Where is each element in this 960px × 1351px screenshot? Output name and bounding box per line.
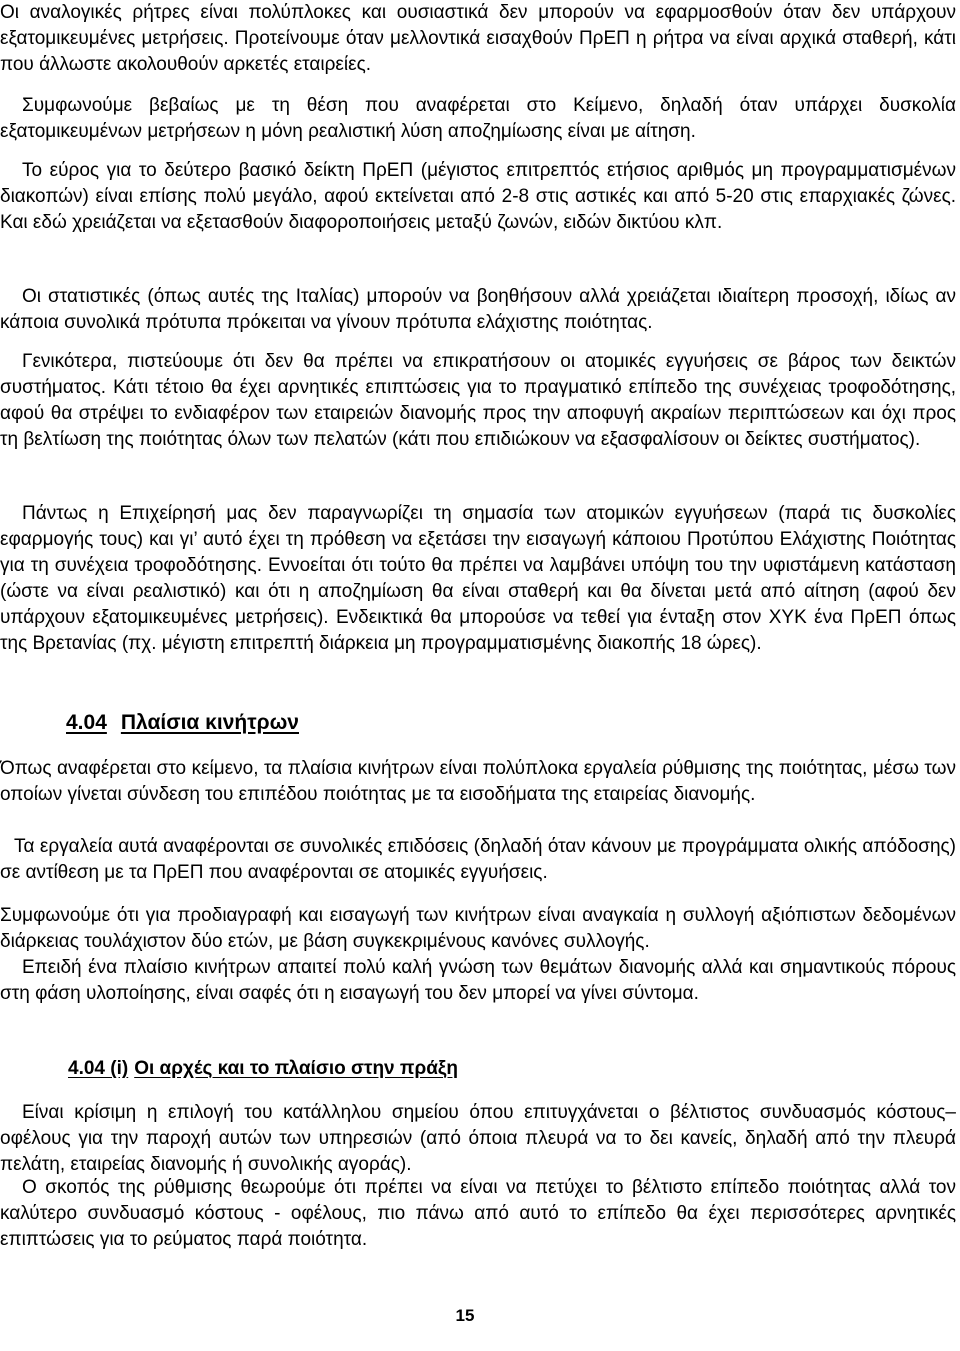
section-paragraph-tools: Τα εργαλεία αυτά αναφέρονται σε συνολικές επιδόσεις (δηλαδή όταν κάνουν με προγράμματα ολικής απόδοσης) σε αντίθεση με τα ΠρΕΠ που αναφέρονται σε ατομικές εγγυήσεις. [0, 836, 956, 883]
subsection-title: Οι αρχές και το πλαίσιο στην πράξη [134, 1058, 458, 1079]
paragraph-generally: Γενικότερα, πιστεύουμε ότι δεν θα πρέπει να επικρατήσουν οι ατομικές εγγυήσεις σε βάρος των δεικτών συστήματος. Κάτι τέτοιο θα έχει αρνητικές επιπτώσεις για το πραγματικό επίπεδο της συνέχειας τροφοδότησης, αφού θα στρέψει το ενδιαφέρον των εταιρειών διανομής προς την αποφυγή ακραίων περιπτώσεων και όχι προς τη βελτίωση της ποιότητας όλων των πελατών (κάτι που επιδιώκουν να εξασφαλίσουν οι δείκτες συστήματος). [0, 351, 956, 450]
paragraph-agree-measurements: Συμφωνούμε βεβαίως με τη θέση που αναφέρεται στο Κείμενο, δηλαδή όταν υπάρχει δυσκολία εξατομικευμένων μετρήσεων η μόνη ρεαλιστική λύση αποζημίωσης είναι με αίτηση. [0, 95, 956, 142]
paragraph-statistics: Οι στατιστικές (όπως αυτές της Ιταλίας) μπορούν να βοηθήσουν αλλά χρειάζεται ιδιαίτερη προσοχή, ιδίως αν κάποια συνολικά πρότυπα πρόκειται να γίνουν πρότυπα ελάχιστης ποιότητας. [0, 286, 956, 333]
section-paragraph-data-collection: Συμφωνούμε ότι για προδιαγραφή και εισαγωγή των κινήτρων είναι αναγκαία η συλλογή αξιόπιστων δεδομένων διάρκειας τουλάχιστον δύο ετών, με βάση συγκεκριμένους κανόνες συλλογής. [0, 905, 956, 952]
paragraph-second-indicator: Το εύρος για το δεύτερο βασικό δείκτη ΠρΕΠ (μέγιστος επιτρεπτός ετήσιος αριθμός μη προγραμματισμένων διακοπών) είναι επίσης πολύ μεγάλο, αφού εκτείνεται από 2-8 στις αστικές και από 5-20 στις επαρχιακές ζώνες. Και εδώ χρειάζεται να εξετασθούν διαφοροποιήσεις μεταξύ ζωνών, ειδών δικτύου κλπ. [0, 160, 956, 233]
subsection-paragraph-cost-benefit: Είναι κρίσιμη η επιλογή του κατάλληλου σημείου όπου επιτυγχάνεται ο βέλτιστος συνδυασμός κόστους–οφέλους για την παροχή αυτών των υπηρεσιών (από όποια πλευρά να το δει κανείς, δηλαδή από την πλευρά πελάτη, εταιρείας διανομής ή συνολικής αγοράς). [0, 1102, 956, 1175]
subsection-number: 4.04 (i) [68, 1058, 129, 1079]
paragraph-company-position: Πάντως η Επιχείρησή μας δεν παραγνωρίζει τη σημασία των ατομικών εγγυήσεων (παρά τις δυσκολίες εφαρμογής τους) και γι’ αυτό έχει τη πρόθεση να εξετάσει την εισαγωγή κάποιου Προτύπου Ελάχιστης Ποιότητας για τη συνέχεια τροφοδότησης. Εννοείται ότι τούτο θα πρέπει να λαμβάνει υπόψη του την υφιστάμενη κατάσταση (ώστε να είναι ρεαλιστικό) και ότι η αποζημίωση θα είναι σταθερή και θα δίνεται μετά από αίτηση (αφού δεν υπάρχουν εξατομικευμένες μετρήσεις). Ενδεικτικά θα μπορούσε να τεθεί για ένταξη στον ΧΥΚ ένα ΠρΕΠ όπως της Βρετανίας (πχ. μέγιστη επιτρεπτή διάρκεια μη προγραμματισμένης διακοπής 18 ώρες). [0, 503, 956, 654]
subsection-paragraph-regulation-aim: Ο σκοπός της ρύθμισης θεωρούμε ότι πρέπει να είναι να πετύχει το βέλτιστο επίπεδο ποιότητας αλλά τον καλύτερο συνδυασμό κόστους - οφέλους, πιο πάνω από αυτό το επίπεδο θα έχει περισσότερες αρνητικές επιπτώσεις για το ρεύματος παρά ποιότητα. [0, 1177, 956, 1250]
section-paragraph-incentive-frameworks: Όπως αναφέρεται στο κείμενο, τα πλαίσια κινήτρων είναι πολύπλοκα εργαλεία ρύθμισης της ποιότητας, μέσω των οποίων γίνεται σύνδεση του επιπέδου ποιότητας με τα εισοδήματα της εταιρείας διανομής. [0, 758, 956, 805]
section-title: Πλαίσια κινήτρων [120, 711, 299, 734]
subsection-heading [0, 1056, 958, 1082]
page-number: 15 [455, 1306, 475, 1325]
paragraph-proportional-clauses: Οι αναλογικές ρήτρες είναι πολύπλοκες και ουσιαστικά δεν μπορούν να εφαρμοσθούν όταν δεν υπάρχουν εξατομικευμένες μετρήσεις. Προτείνουμε όταν μελλοντικά εισαχθούν ΠρΕΠ η ρήτρα να είναι αρχικά σταθερή, κάτι που άλλωστε ακολουθούν αρκετές εταιρείες. [0, 2, 956, 75]
section-paragraph-implementation: Επειδή ένα πλαίσιο κινήτρων απαιτεί πολύ καλή γνώση των θεμάτων διανομής αλλά και σημαντικούς πόρους στη φάση υλοποίησης, είναι σαφές ότι η εισαγωγή του δεν μπορεί να γίνει σύντομα. [0, 957, 956, 1004]
section-number: 4.04 [66, 711, 107, 734]
section-heading [0, 709, 956, 737]
